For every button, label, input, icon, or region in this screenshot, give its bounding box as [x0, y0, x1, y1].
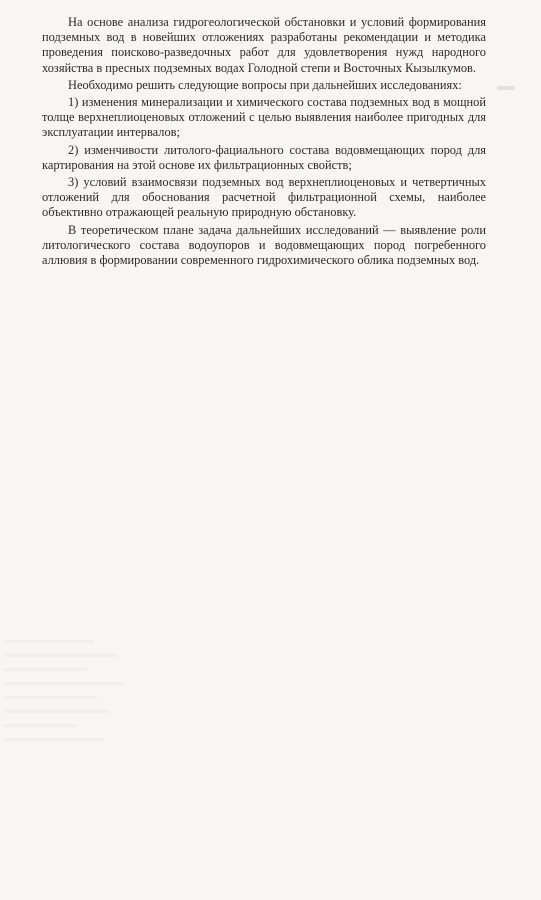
list-item-2: 2) изменчивости литолого-фациального состава водовмещающих пород для картирования на этой основе их фильтрационных свойств; — [42, 142, 486, 172]
margin-mark — [497, 86, 515, 90]
paragraph-questions: Необходимо решить следующие вопросы при дальнейших исследованиях: — [68, 77, 462, 92]
list-item-3: 3) условий взаимосвязи подземных вод верхнеплиоценовых и четвертичных отложений для обоснования расчетной фильтрационной схемы, наиболее объективно отражающей реальную природную обстановку. — [42, 175, 486, 220]
bleed-through-text — [4, 640, 154, 790]
document-page — [42, 15, 486, 268]
paragraph-theory: В теоретическом плане задача дальнейших исследований — выявление роли литологического состава водоупоров и водовмещающих пород погребенного аллювия в формировании современного гидрохимического облика подземных вод. — [42, 222, 486, 268]
paragraph-intro: На основе анализа гидрогеологической обстановки и условий формирования подземных вод в новейших отложениях разработаны рекомендации и методика проведения поисково-разведочных работ для удовлетворения нужд народного хозяйства в пресных подземных водах Голодной степи и Восточных Кызылкумов. — [42, 15, 486, 75]
list-item-1: 1) изменения минерализации и химического состава подземных вод в мощной толще верхнеплиоценовых отложений с целью выявления наиболее пригодных для эксплуатации интервалов; — [42, 95, 486, 140]
